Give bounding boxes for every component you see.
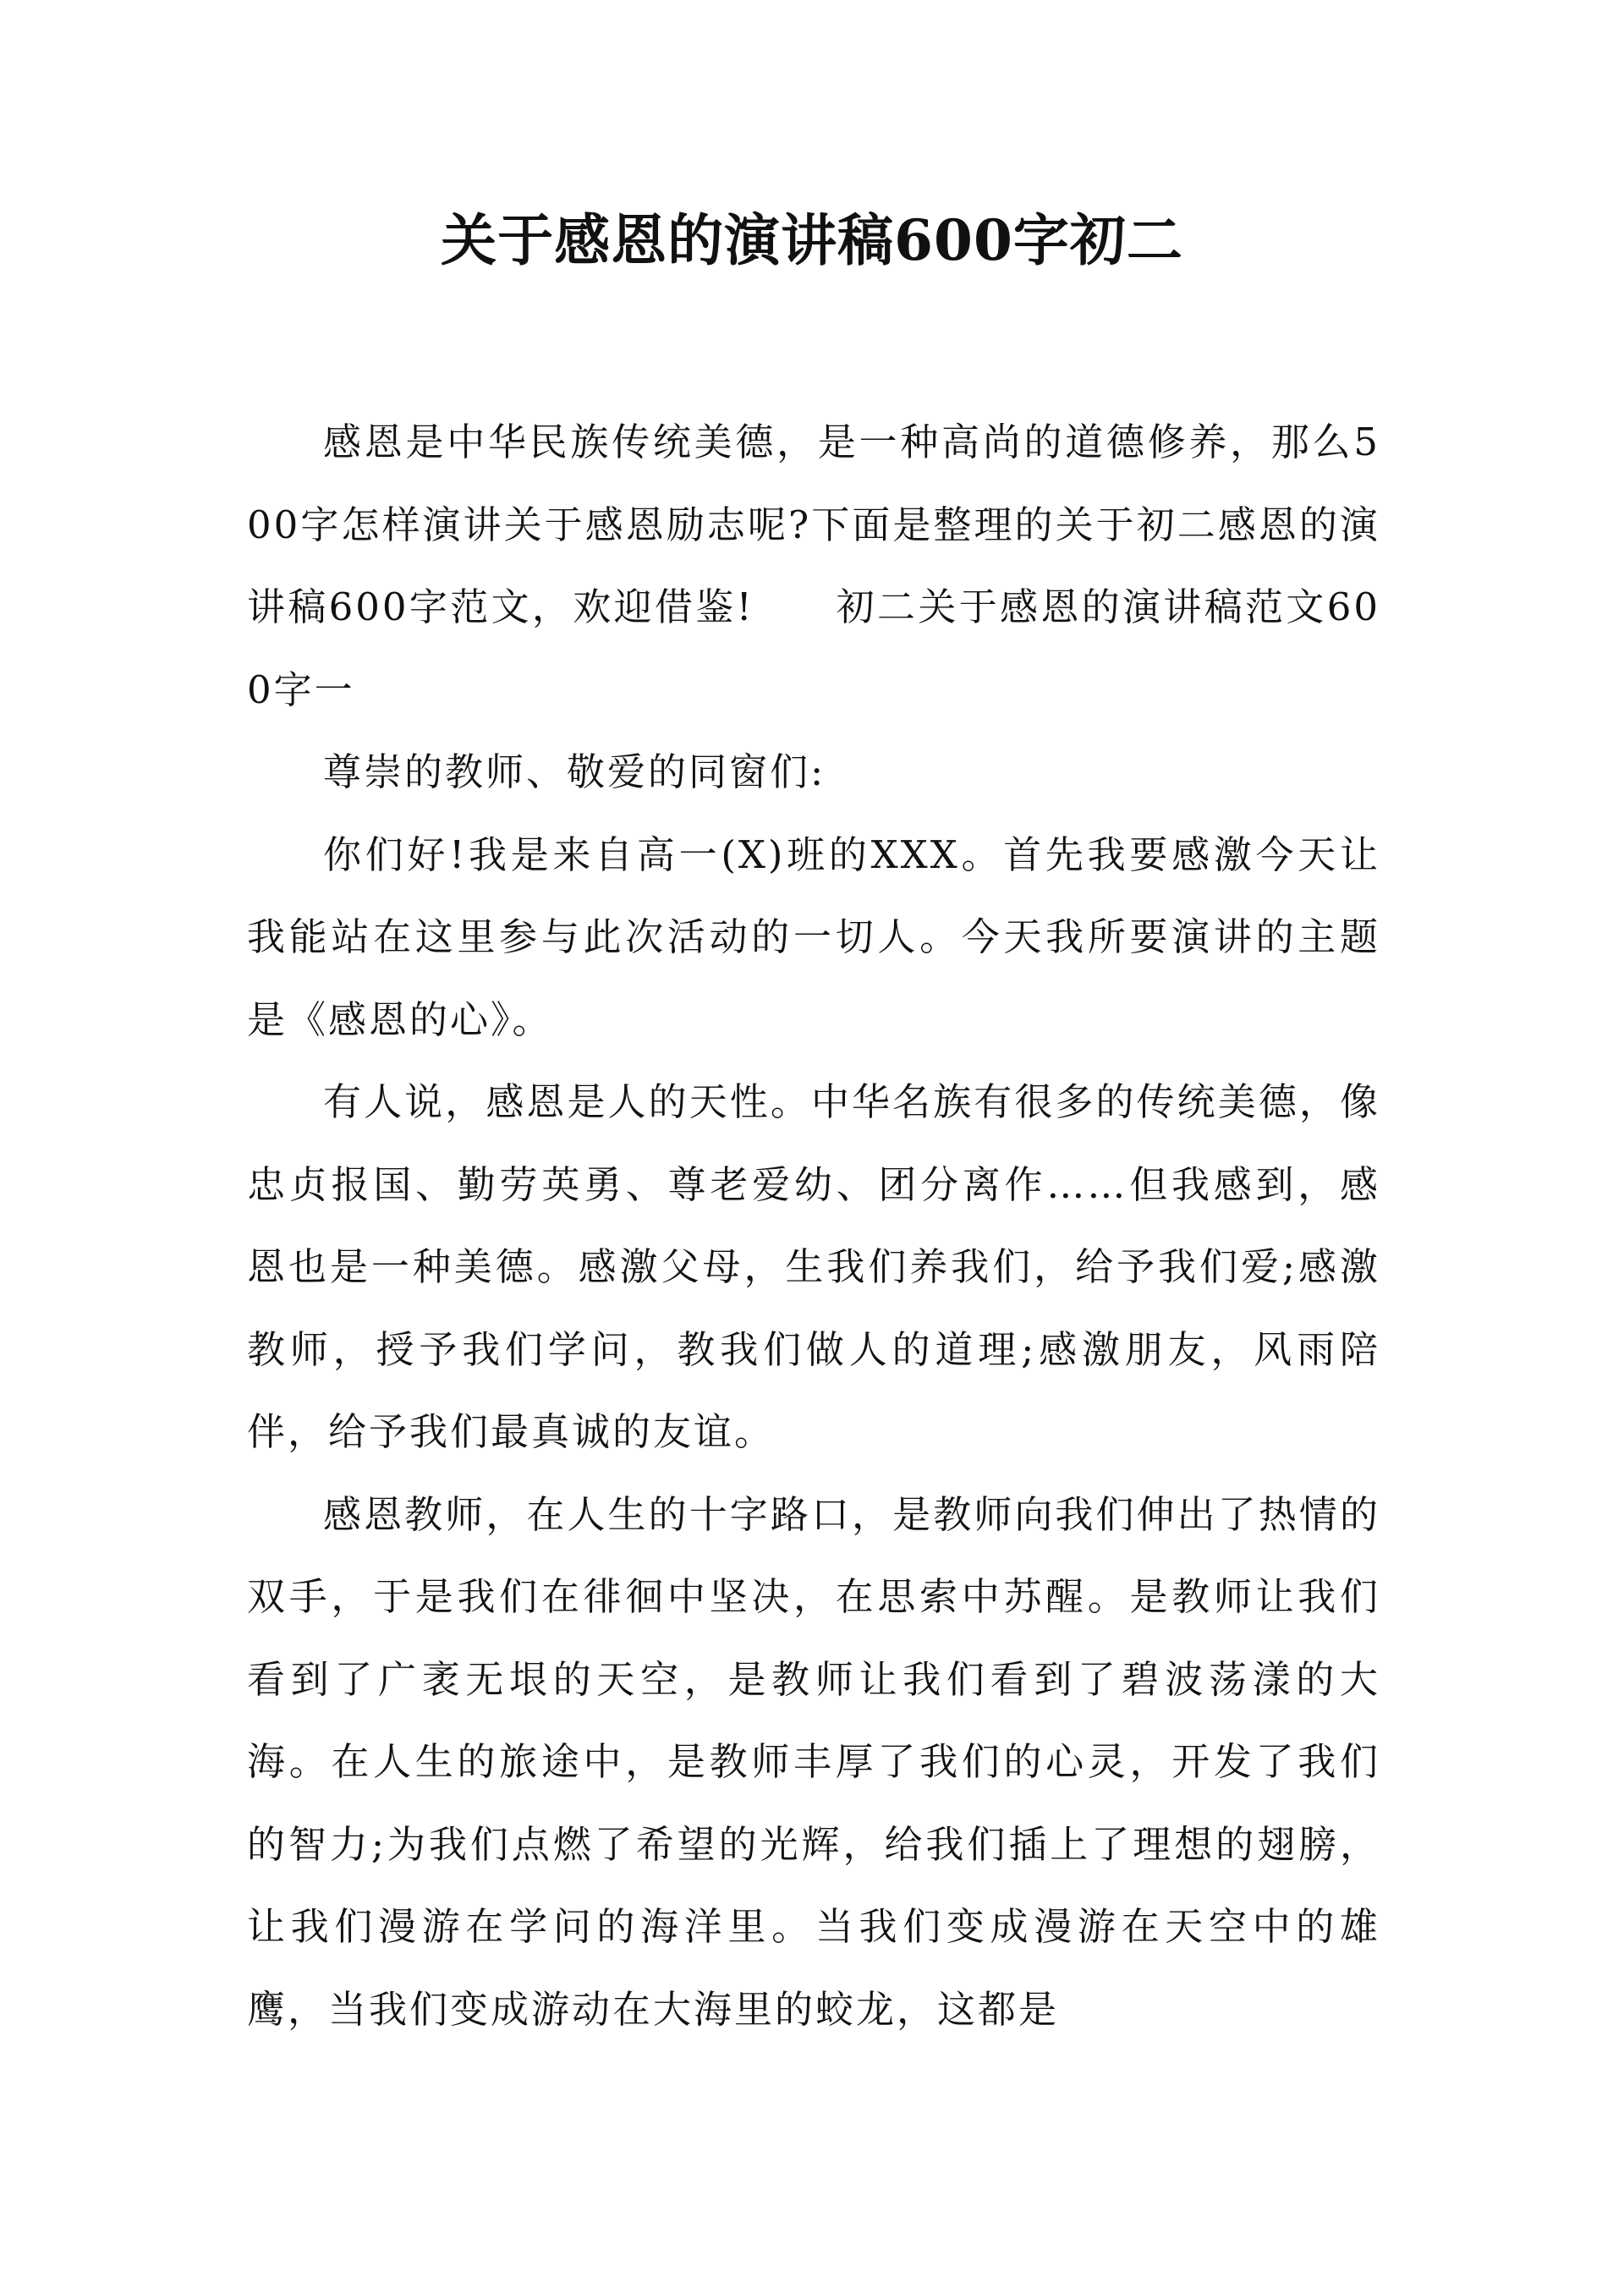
paragraph-thank-teachers: 感恩教师，在人生的十字路口，是教师向我们伸出了热情的双手，于是我们在徘徊中坚决，在思索中苏醒。是教师让我们看到了广袤无垠的天空，是教师让我们看到了碧波荡漾的大海。在人生的旅途中，是教师丰厚了我们的心灵，开发了我们的智力;为我们点燃了希望的光辉，给我们插上了理想的翅膀，让我们漫游在学问的海洋里。当我们变成漫游在天空中的雄鹰，当我们变成游动在大海里的蛟龙，这都是 (247, 1491, 1380, 2032)
document-title: 关于感恩的演讲稿600字初二 (441, 207, 1183, 273)
paragraph-greeting: 尊崇的教师、敬爱的同窗们: (323, 749, 826, 794)
paragraph-intro: 感恩是中华民族传统美德，是一种高尚的道德修养，那么500字怎样演讲关于感恩励志呢?下面是整理的关于初二感恩的演讲稿600字范文，欢迎借鉴! 初二关于感恩的演讲稿范文600字一 (247, 420, 1380, 712)
paragraph-gratitude-virtue: 有人说，感恩是人的天性。中华名族有很多的传统美德，像忠贞报国、勤劳英勇、尊老爱幼、团分离作……但我感到，感恩也是一种美德。感激父母，生我们养我们，给予我们爱;感激教师，授予我们学问，教我们做人的道理;感激朋友，风雨陪伴，给予我们最真诚的友谊。 (247, 1079, 1380, 1454)
document-body (247, 401, 1380, 2050)
paragraph-self-introduction: 你们好!我是来自高一(X)班的XXX。首先我要感激今天让我能站在这里参与此次活动的一切人。今天我所要演讲的主题是《感恩的心》。 (247, 831, 1380, 1042)
